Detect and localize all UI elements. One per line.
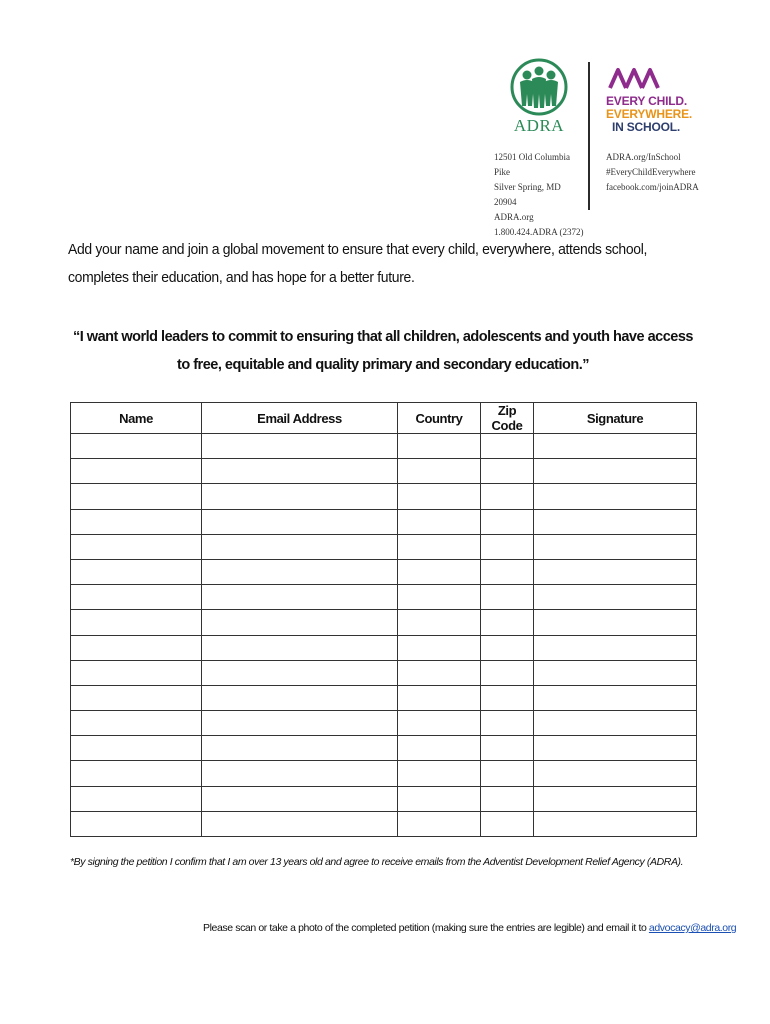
table-row (71, 509, 697, 534)
every-child-logo (606, 66, 706, 146)
email-cell[interactable] (202, 736, 398, 761)
country-cell[interactable] (398, 509, 481, 534)
name-cell[interactable] (71, 786, 202, 811)
phone-number: 1.800.424.ADRA (2372) (494, 227, 584, 237)
name-cell[interactable] (71, 811, 202, 836)
name-cell[interactable] (71, 660, 202, 685)
email-cell[interactable] (202, 660, 398, 685)
email-cell[interactable] (202, 811, 398, 836)
zip-cell[interactable] (481, 559, 534, 584)
email-cell[interactable] (202, 685, 398, 710)
signature-cell[interactable] (534, 559, 697, 584)
column-header-zip: Zip Code (481, 403, 534, 434)
submission-instructions (203, 922, 737, 934)
email-cell[interactable] (202, 711, 398, 736)
hashtag: #EveryChildEverywhere (606, 167, 696, 177)
signature-cell[interactable] (534, 685, 697, 710)
header-divider (588, 62, 590, 210)
table-header-row (71, 403, 697, 434)
email-cell[interactable] (202, 610, 398, 635)
signature-cell[interactable] (534, 811, 697, 836)
country-cell[interactable] (398, 685, 481, 710)
email-cell[interactable] (202, 585, 398, 610)
table-row (71, 459, 697, 484)
column-header-country: Country (398, 403, 481, 434)
campaign-line-2: EVERYWHERE. (606, 107, 693, 121)
adra-people-icon (510, 58, 568, 116)
name-cell[interactable] (71, 711, 202, 736)
country-cell[interactable] (398, 761, 481, 786)
signature-cell[interactable] (534, 736, 697, 761)
zip-cell[interactable] (481, 459, 534, 484)
name-cell[interactable] (71, 459, 202, 484)
country-cell[interactable] (398, 585, 481, 610)
signature-cell[interactable] (534, 761, 697, 786)
table-body (71, 434, 697, 837)
column-header-email: Email Address (202, 403, 398, 434)
zip-cell[interactable] (481, 585, 534, 610)
letterhead (490, 58, 720, 237)
name-cell[interactable] (71, 559, 202, 584)
email-cell[interactable] (202, 509, 398, 534)
zip-cell[interactable] (481, 761, 534, 786)
disclaimer-note: *By signing the petition I confirm that I am over 13 years old and agree to receive emails from the Adventist Development Relief Agency (ADRA). (70, 856, 684, 868)
zip-cell[interactable] (481, 434, 534, 459)
email-link[interactable]: advocacy@adra.org (648, 922, 737, 934)
adra-wordmark: ADRA (513, 116, 565, 135)
signature-cell[interactable] (534, 585, 697, 610)
table-row (71, 635, 697, 660)
name-cell[interactable] (71, 434, 202, 459)
name-cell[interactable] (71, 534, 202, 559)
email-cell[interactable] (202, 484, 398, 509)
signature-cell[interactable] (534, 786, 697, 811)
table-row (71, 434, 697, 459)
country-cell[interactable] (398, 660, 481, 685)
country-cell[interactable] (398, 484, 481, 509)
instructions-text: Please scan or take a photo of the completed petition (making sure the entries are legible) and email it to (203, 922, 649, 934)
signature-cell[interactable] (534, 610, 697, 635)
email-cell[interactable] (202, 534, 398, 559)
name-cell[interactable] (71, 610, 202, 635)
email-cell[interactable] (202, 434, 398, 459)
name-cell[interactable] (71, 635, 202, 660)
table-row (71, 811, 697, 836)
country-cell[interactable] (398, 811, 481, 836)
email-cell[interactable] (202, 635, 398, 660)
email-cell[interactable] (202, 559, 398, 584)
table-row (71, 484, 697, 509)
name-cell[interactable] (71, 585, 202, 610)
zip-cell[interactable] (481, 736, 534, 761)
country-cell[interactable] (398, 711, 481, 736)
signature-cell[interactable] (534, 534, 697, 559)
zip-cell[interactable] (481, 786, 534, 811)
facebook-link[interactable]: facebook.com/joinADRA (606, 182, 699, 192)
country-cell[interactable] (398, 786, 481, 811)
name-cell[interactable] (71, 509, 202, 534)
table-row (71, 559, 697, 584)
name-cell[interactable] (71, 761, 202, 786)
signature-cell[interactable] (534, 459, 697, 484)
signature-cell[interactable] (534, 635, 697, 660)
campaign-line-1: EVERY CHILD. (606, 94, 687, 108)
signature-cell[interactable] (534, 711, 697, 736)
signature-table (70, 402, 697, 837)
country-cell[interactable] (398, 559, 481, 584)
adra-logo (510, 58, 568, 138)
contact-social (606, 150, 716, 195)
table-row (71, 761, 697, 786)
zip-cell[interactable] (481, 534, 534, 559)
contact-address (494, 150, 584, 240)
table-row (71, 736, 697, 761)
address-line: Silver Spring, MD 20904 (494, 182, 561, 207)
country-cell[interactable] (398, 736, 481, 761)
three-figures-icon (606, 66, 666, 90)
country-cell[interactable] (398, 635, 481, 660)
zip-cell[interactable] (481, 610, 534, 635)
zip-cell[interactable] (481, 685, 534, 710)
campaign-line-3: IN SCHOOL. (612, 120, 681, 134)
column-header-name: Name (71, 403, 202, 434)
petition-quote: “I want world leaders to commit to ensuring that all children, adolescents and youth have access to free, equitable and quality primary and secondary education.” (73, 329, 693, 373)
zip-cell[interactable] (481, 635, 534, 660)
name-cell[interactable] (71, 736, 202, 761)
website-link[interactable]: ADRA.org (494, 212, 534, 222)
zip-cell[interactable] (481, 711, 534, 736)
signature-cell[interactable] (534, 660, 697, 685)
country-cell[interactable] (398, 610, 481, 635)
table-row (71, 610, 697, 635)
column-header-signature: Signature (534, 403, 697, 434)
name-cell[interactable] (71, 685, 202, 710)
email-cell[interactable] (202, 459, 398, 484)
country-cell[interactable] (398, 534, 481, 559)
country-cell[interactable] (398, 459, 481, 484)
table-row (71, 786, 697, 811)
table-row (71, 711, 697, 736)
zip-cell[interactable] (481, 660, 534, 685)
table-row (71, 685, 697, 710)
zip-cell[interactable] (481, 484, 534, 509)
zip-cell[interactable] (481, 811, 534, 836)
name-cell[interactable] (71, 484, 202, 509)
email-cell[interactable] (202, 786, 398, 811)
table-row (71, 660, 697, 685)
zip-cell[interactable] (481, 509, 534, 534)
table-row (71, 585, 697, 610)
email-cell[interactable] (202, 761, 398, 786)
inschool-link[interactable]: ADRA.org/InSchool (606, 152, 681, 162)
table-row (71, 534, 697, 559)
signature-cell[interactable] (534, 509, 697, 534)
address-line: 12501 Old Columbia Pike (494, 152, 570, 177)
country-cell[interactable] (398, 434, 481, 459)
signature-cell[interactable] (534, 434, 697, 459)
intro-paragraph: Add your name and join a global movement to ensure that every child, everywhere, attends school, completes their education, and has hope for a better future. (68, 241, 648, 286)
signature-cell[interactable] (534, 484, 697, 509)
